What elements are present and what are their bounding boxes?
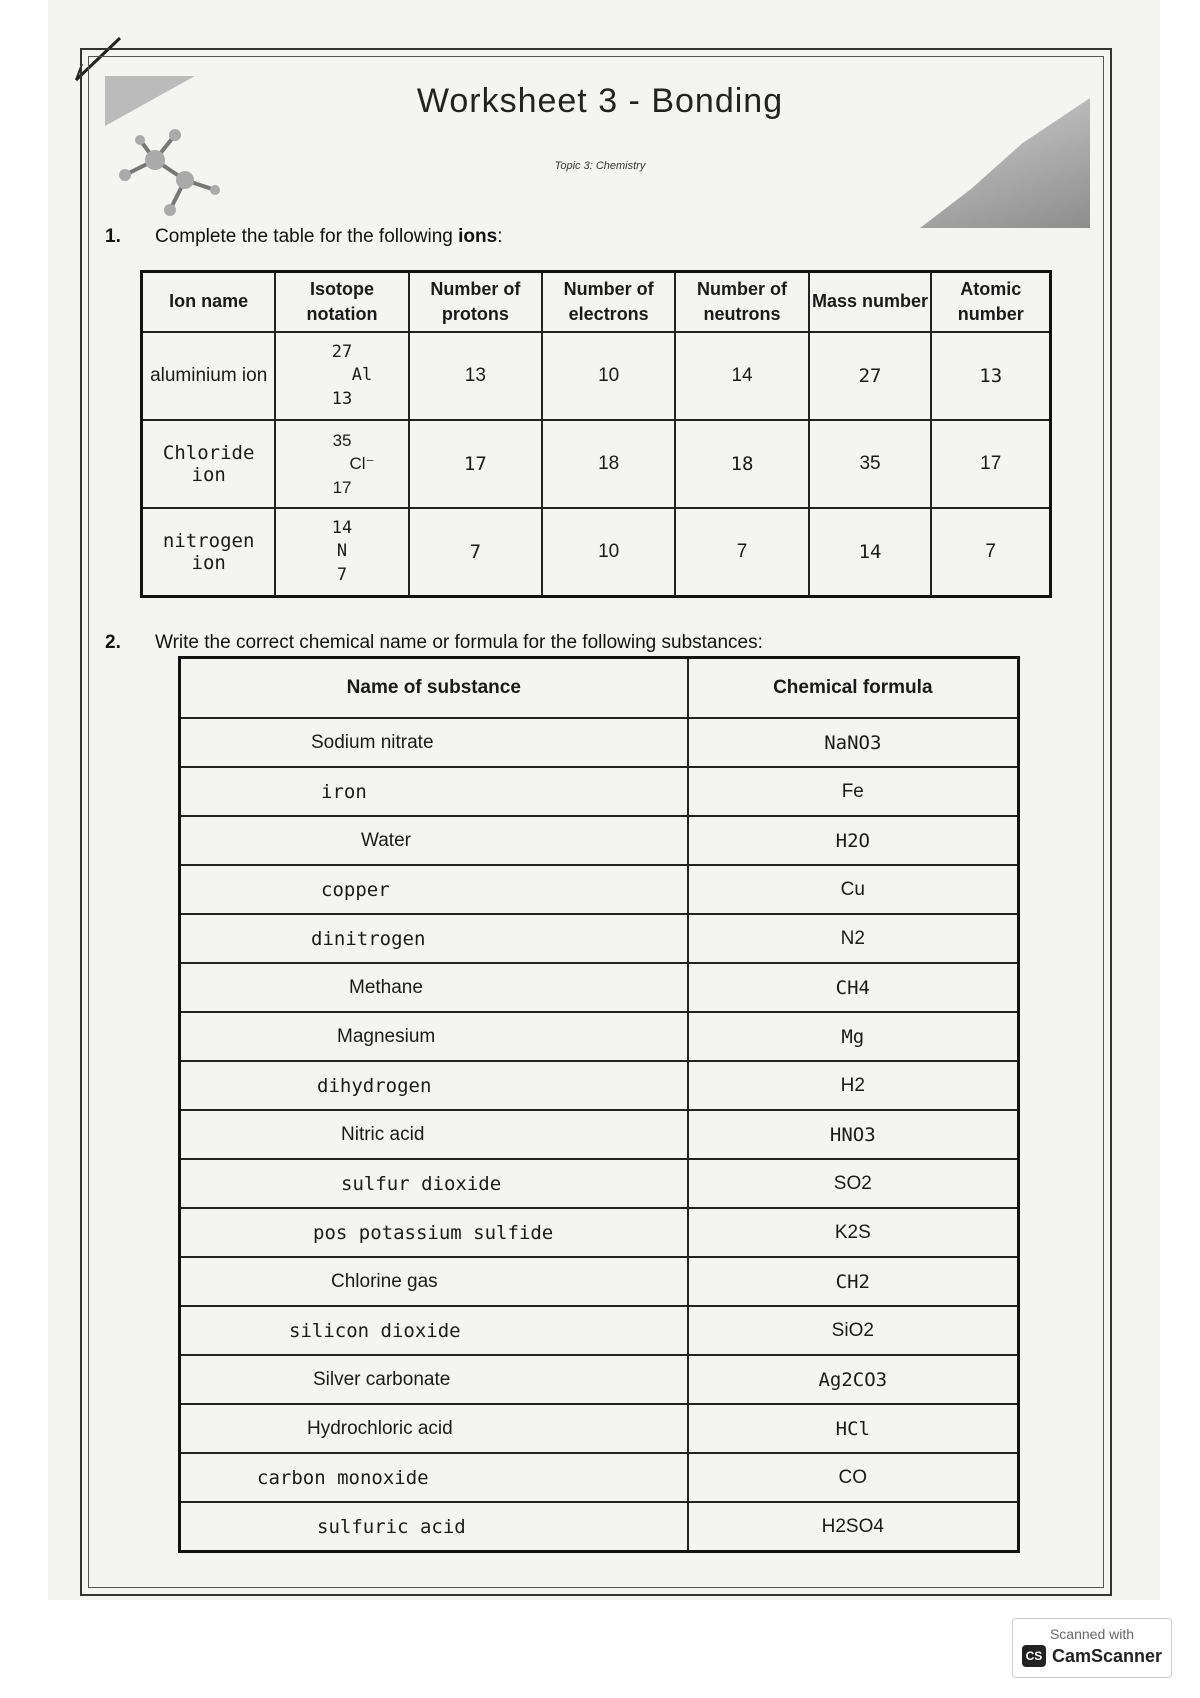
formula-cell: H2SO4 <box>688 1502 1019 1552</box>
formula-cell: CO <box>688 1453 1019 1502</box>
table-row <box>180 963 1019 1012</box>
ion-name-cell: Chloride ion <box>142 420 276 508</box>
table-row <box>180 865 1019 914</box>
header-cell: Name of substance <box>180 658 688 719</box>
question-text: Complete the table for the following ions: <box>155 226 503 247</box>
badge-caption: Scanned with <box>1049 1626 1135 1642</box>
mass-number-superscript: 27 <box>331 342 353 363</box>
substance-name-cell: copper <box>180 865 688 914</box>
element-symbol: N <box>336 541 348 562</box>
table-row <box>180 1404 1019 1453</box>
atomic-number-cell: 17 <box>931 420 1050 508</box>
header-cell: Mass number <box>809 272 932 333</box>
substance-name-cell: carbon monoxide <box>180 1453 688 1502</box>
substance-name-cell: pos potassium sulfide <box>180 1208 688 1257</box>
question-text: Write the correct chemical name or formula for the following substances: <box>155 632 763 653</box>
substances-table <box>178 656 1020 1553</box>
table-row <box>180 1012 1019 1061</box>
question-number: 2. <box>105 632 121 653</box>
table-header-row <box>180 658 1019 719</box>
atomic-number-subscript: 13 <box>331 388 353 409</box>
table-row <box>180 1453 1019 1502</box>
isotope-notation-cell <box>275 508 408 597</box>
question-number: 1. <box>105 226 121 247</box>
camscanner-icon: CS <box>1022 1645 1046 1667</box>
table-row <box>180 1257 1019 1306</box>
formula-cell: N2 <box>688 914 1019 963</box>
table-row <box>180 718 1019 767</box>
formula-cell: NaNO3 <box>688 718 1019 767</box>
formula-cell: CH4 <box>688 963 1019 1012</box>
formula-cell: K2S <box>688 1208 1019 1257</box>
ion-name-cell: aluminium ion <box>142 332 276 420</box>
header-cell: Atomic number <box>931 272 1050 333</box>
substance-name-cell: Hydrochloric acid <box>180 1404 688 1453</box>
substance-name-cell: dinitrogen <box>180 914 688 963</box>
neutrons-cell: 7 <box>675 508 808 597</box>
atomic-number-subscript: 7 <box>336 564 348 585</box>
substance-name-cell: Chlorine gas <box>180 1257 688 1306</box>
table-row <box>180 1208 1019 1257</box>
table-header-row <box>142 272 1051 333</box>
mass-number-cell: 27 <box>809 332 932 420</box>
neutrons-cell: 14 <box>675 332 808 420</box>
header-cell: Chemical formula <box>688 658 1019 719</box>
formula-cell: HCl <box>688 1404 1019 1453</box>
isotope-notation-cell <box>275 332 408 420</box>
substance-name-cell: Silver carbonate <box>180 1355 688 1404</box>
formula-cell: HNO3 <box>688 1110 1019 1159</box>
formula-cell: Fe <box>688 767 1019 816</box>
worksheet-title: Worksheet 3 - Bonding <box>416 82 784 120</box>
header-cell: Isotope notation <box>275 272 408 333</box>
mass-number-cell: 14 <box>809 508 932 597</box>
mass-number-superscript: 35 <box>332 431 352 451</box>
formula-cell: H2O <box>688 816 1019 865</box>
table-row <box>142 420 1051 508</box>
substance-name-cell: Magnesium <box>180 1012 688 1061</box>
isotope-notation-cell <box>275 420 408 508</box>
element-symbol: Al <box>351 365 373 386</box>
neutrons-cell: 18 <box>675 420 808 508</box>
electrons-cell: 10 <box>542 508 675 597</box>
atomic-number-subscript: 17 <box>332 477 352 497</box>
header-cell: Number of electrons <box>542 272 675 333</box>
substance-name-cell: Methane <box>180 963 688 1012</box>
formula-cell: Mg <box>688 1012 1019 1061</box>
camscanner-badge <box>1012 1618 1172 1678</box>
atomic-number-cell: 13 <box>931 332 1050 420</box>
substance-name-cell: sulfur dioxide <box>180 1159 688 1208</box>
mass-number-cell: 35 <box>809 420 932 508</box>
table-row <box>142 332 1051 420</box>
table-row <box>180 1355 1019 1404</box>
table-row <box>180 914 1019 963</box>
formula-cell: Ag2CO3 <box>688 1355 1019 1404</box>
header-cell: Number of protons <box>409 272 542 333</box>
table-row <box>180 816 1019 865</box>
worksheet-subtitle: Topic 3: Chemistry <box>554 160 646 172</box>
formula-cell: SiO2 <box>688 1306 1019 1355</box>
header-cell: Number of neutrons <box>675 272 808 333</box>
substance-name-cell: Nitric acid <box>180 1110 688 1159</box>
table-row <box>180 1159 1019 1208</box>
table-row <box>142 508 1051 597</box>
protons-cell: 17 <box>409 420 542 508</box>
substance-name-cell: dihydrogen <box>180 1061 688 1110</box>
badge-brand <box>1013 1645 1171 1667</box>
table-row <box>180 1306 1019 1355</box>
electrons-cell: 10 <box>542 332 675 420</box>
formula-cell: SO2 <box>688 1159 1019 1208</box>
substance-name-cell: sulfuric acid <box>180 1502 688 1552</box>
protons-cell: 7 <box>409 508 542 597</box>
element-symbol: Cl⁻ <box>349 454 375 474</box>
formula-cell: CH2 <box>688 1257 1019 1306</box>
substance-name-cell: Sodium nitrate <box>180 718 688 767</box>
electrons-cell: 18 <box>542 420 675 508</box>
mass-number-superscript: 14 <box>331 518 353 539</box>
ion-name-cell: nitrogen ion <box>142 508 276 597</box>
table-row <box>180 1061 1019 1110</box>
badge-brand-name: CamScanner <box>1051 1645 1163 1666</box>
formula-cell: Cu <box>688 865 1019 914</box>
table-row <box>180 1502 1019 1552</box>
substance-name-cell: iron <box>180 767 688 816</box>
atomic-number-cell: 7 <box>931 508 1050 597</box>
substance-name-cell: silicon dioxide <box>180 1306 688 1355</box>
table-row <box>180 767 1019 816</box>
table-row <box>180 1110 1019 1159</box>
formula-cell: H2 <box>688 1061 1019 1110</box>
protons-cell: 13 <box>409 332 542 420</box>
ions-table <box>140 270 1052 598</box>
header-cell: Ion name <box>142 272 276 333</box>
substance-name-cell: Water <box>180 816 688 865</box>
